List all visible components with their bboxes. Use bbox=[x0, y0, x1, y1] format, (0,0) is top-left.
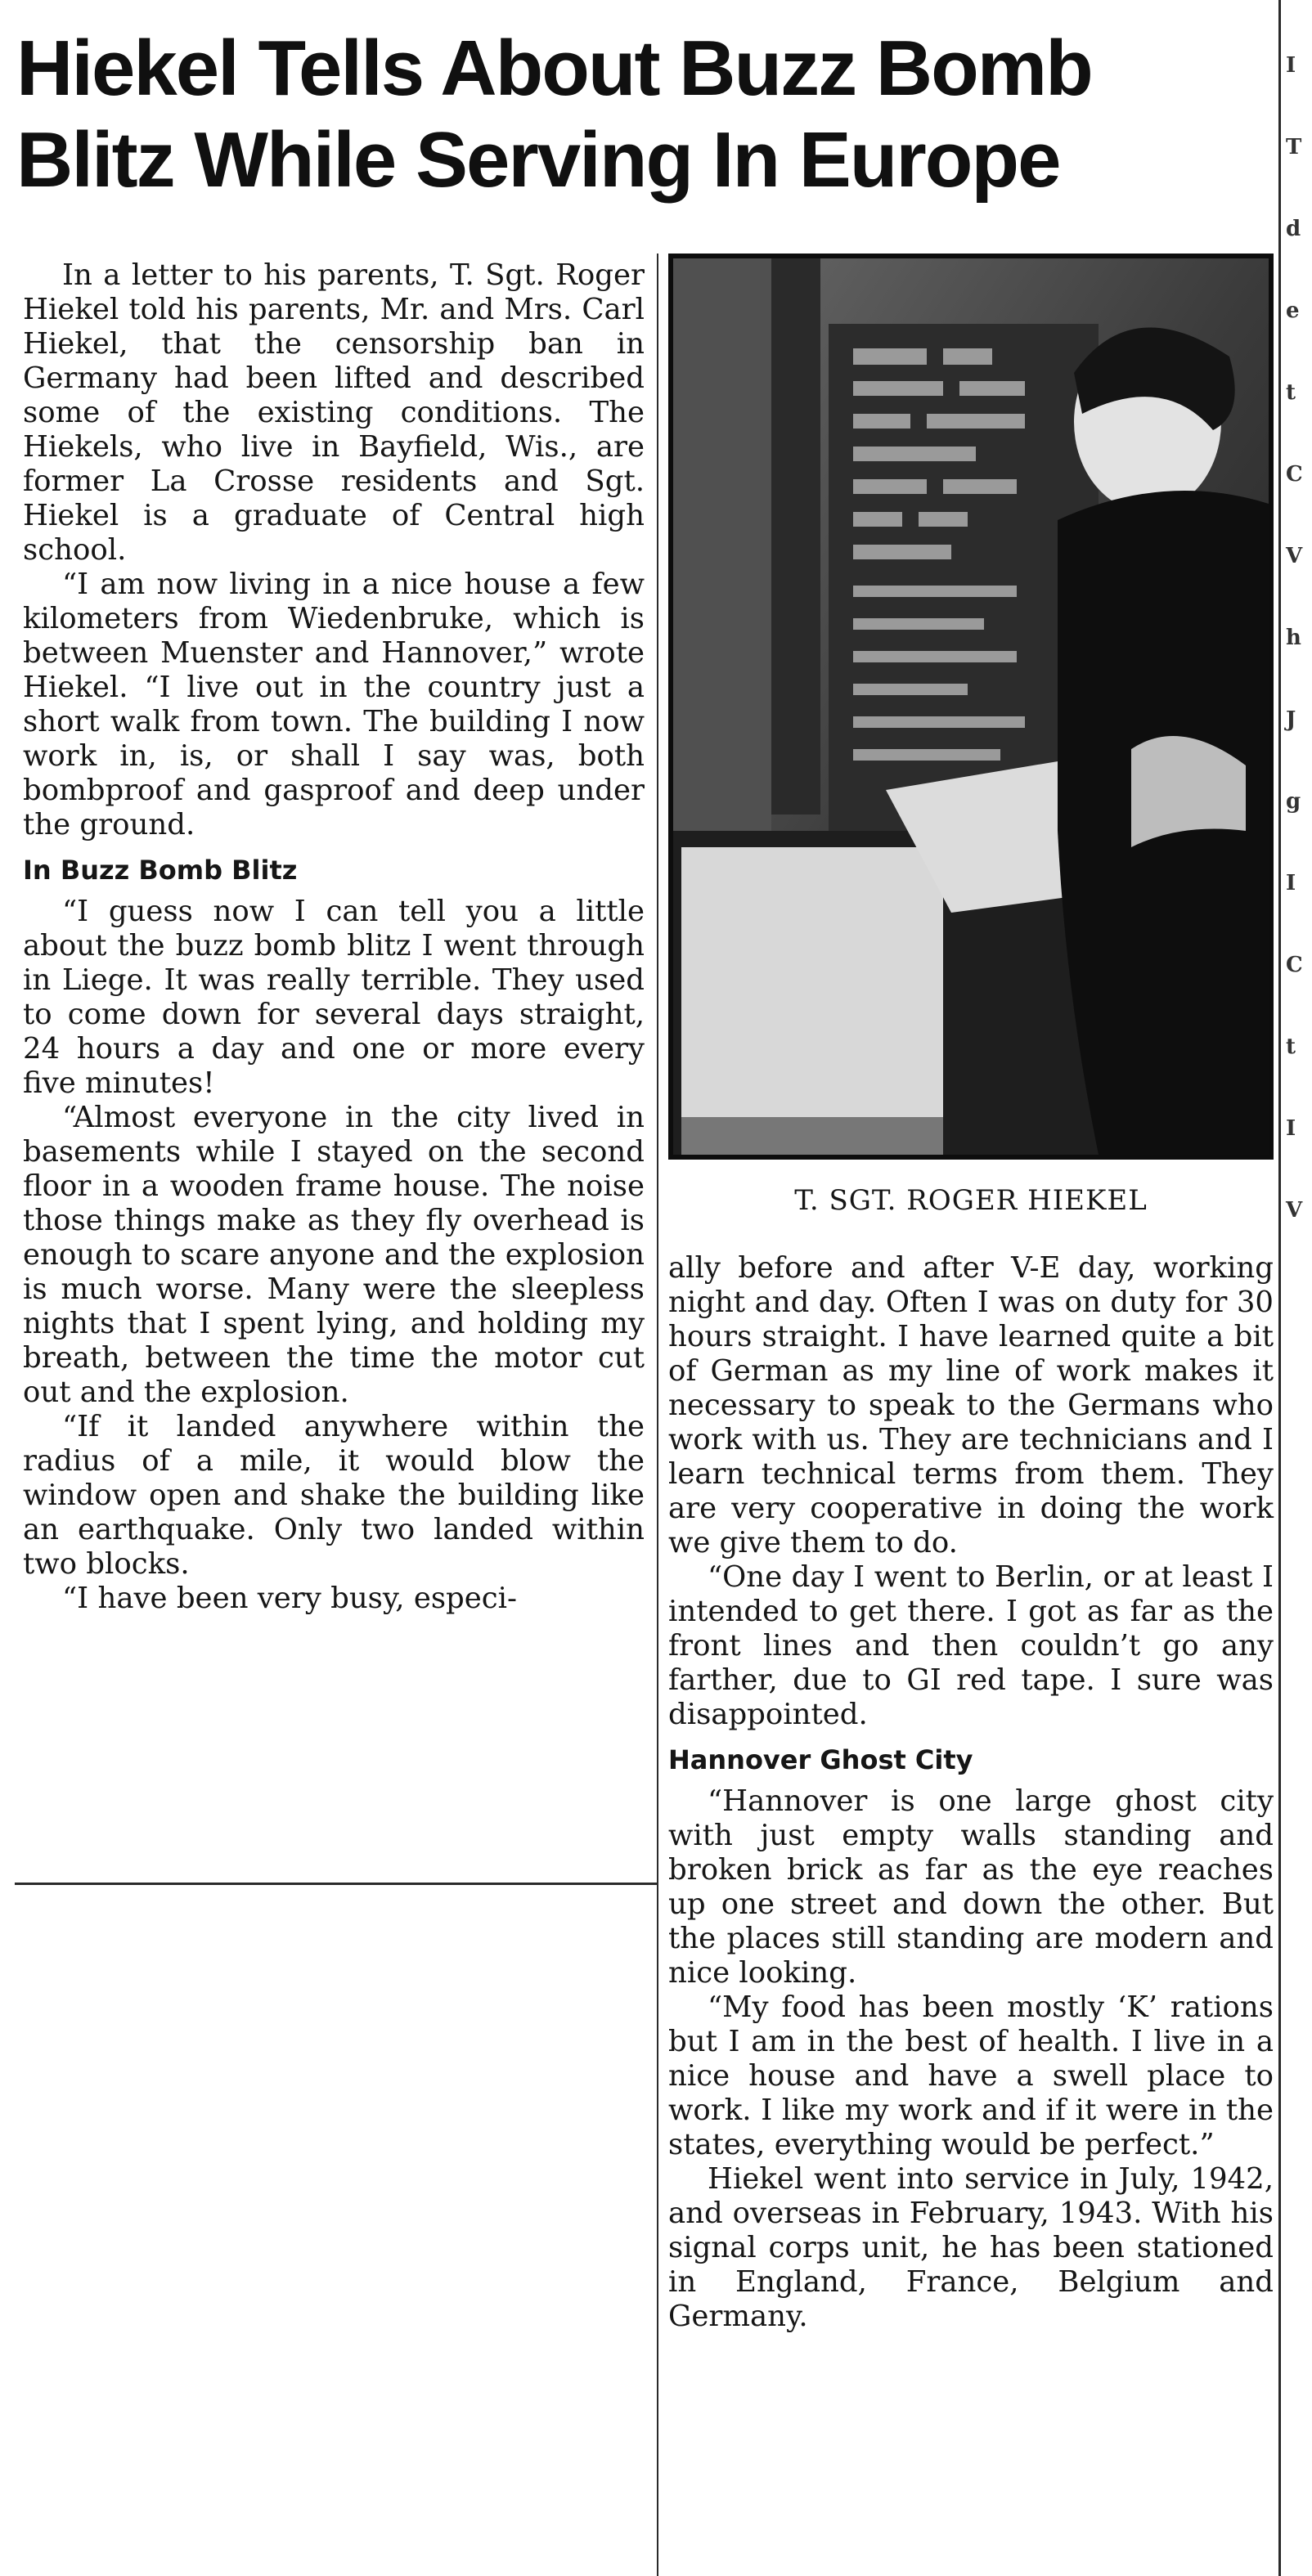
right-column bbox=[668, 1251, 1274, 2334]
paragraph: “I guess now I can tell you a little about the buzz bomb blitz I went through in Liege. It was really terrible. They used to come down for several days straight, 24 hours a day and one or more every five minutes! bbox=[23, 895, 645, 1100]
paragraph: “One day I went to Berlin, or at least I intended to get there. I got as far as the front lines and then couldn’t go any farther, due to GI red tape. I sure was disappointed. bbox=[668, 1560, 1274, 1731]
paragraph: “I am now living in a nice house a few kilometers from Wiedenbruke, which is between Muenster and Hannover,” wrote Hiekel. “I live out in the country just a short walk from town. The building I now work in, is, or shall I say was, both bombproof and gasproof and deep under the ground. bbox=[23, 568, 645, 841]
column-rule-right bbox=[1278, 0, 1281, 2576]
headline: Hiekel Tells About Buzz Bomb Blitz While Serving In Europe bbox=[16, 25, 1092, 204]
paragraph: Hiekel went into service in July, 1942, and overseas in February, 1943. With his signal corps unit, he has been stationed in England, France, Belgium and Germany. bbox=[668, 2162, 1274, 2333]
portrait-photo bbox=[668, 254, 1274, 1160]
subheading: Hannover Ghost City bbox=[668, 1744, 973, 1775]
paragraph: “If it landed anywhere within the radius of a mile, it would blow the window open and shake the building like an earthquake. Only two landed within two blocks. bbox=[23, 1410, 645, 1581]
paragraph: In a letter to his parents, T. Sgt. Roger Hiekel told his parents, Mr. and Mrs. Carl Hiekel, that the censorship ban in Germany had been lifted and described some of the existing conditions. The Hiekels, who live in Bayfield, Wis., are former La Crosse residents and Sgt. Hiekel is a graduate of Central high school. bbox=[23, 258, 645, 567]
adjacent-column-fragment: I T d e t C V h J g I C t I V bbox=[1286, 53, 1303, 1223]
column-bottom-rule bbox=[15, 1883, 657, 1885]
paragraph: “My food has been mostly ‘K’ rations but I am in the best of health. I live in a nice house and have a swell place to work. I like my work and if it were in the states, everything would be perfect.” bbox=[668, 1990, 1274, 2161]
paragraph: “Hannover is one large ghost city with just empty walls standing and broken brick as far as the eye reaches up one street and down the other. But the places still standing are modern and nice looking. bbox=[668, 1784, 1274, 1990]
photo-caption: T. SGT. ROGER HIEKEL bbox=[794, 1184, 1148, 1217]
paragraph: “I have been very busy, especi- bbox=[62, 1582, 518, 1615]
left-column bbox=[23, 258, 645, 1616]
paragraph: “Almost everyone in the city lived in basements while I stayed on the second floor in a wooden frame house. The noise those things make as they fly overhead is enough to scare anyone and the explosion is much worse. Many were the sleepless nights that I spent lying, and holding my breath, between the time the motor cut out and the explosion. bbox=[23, 1101, 645, 1409]
paragraph: ally before and after V-E day, working night and day. Often I was on duty for 30 hours straight. I have learned quite a bit of German as my line of work makes it necessary to speak to the Germans who work with us. They are technicians and I learn technical terms from them. They are very cooperative in doing the work we give them to do. bbox=[668, 1251, 1274, 1560]
column-rule-middle bbox=[657, 254, 658, 2576]
subheading: In Buzz Bomb Blitz bbox=[23, 855, 298, 886]
